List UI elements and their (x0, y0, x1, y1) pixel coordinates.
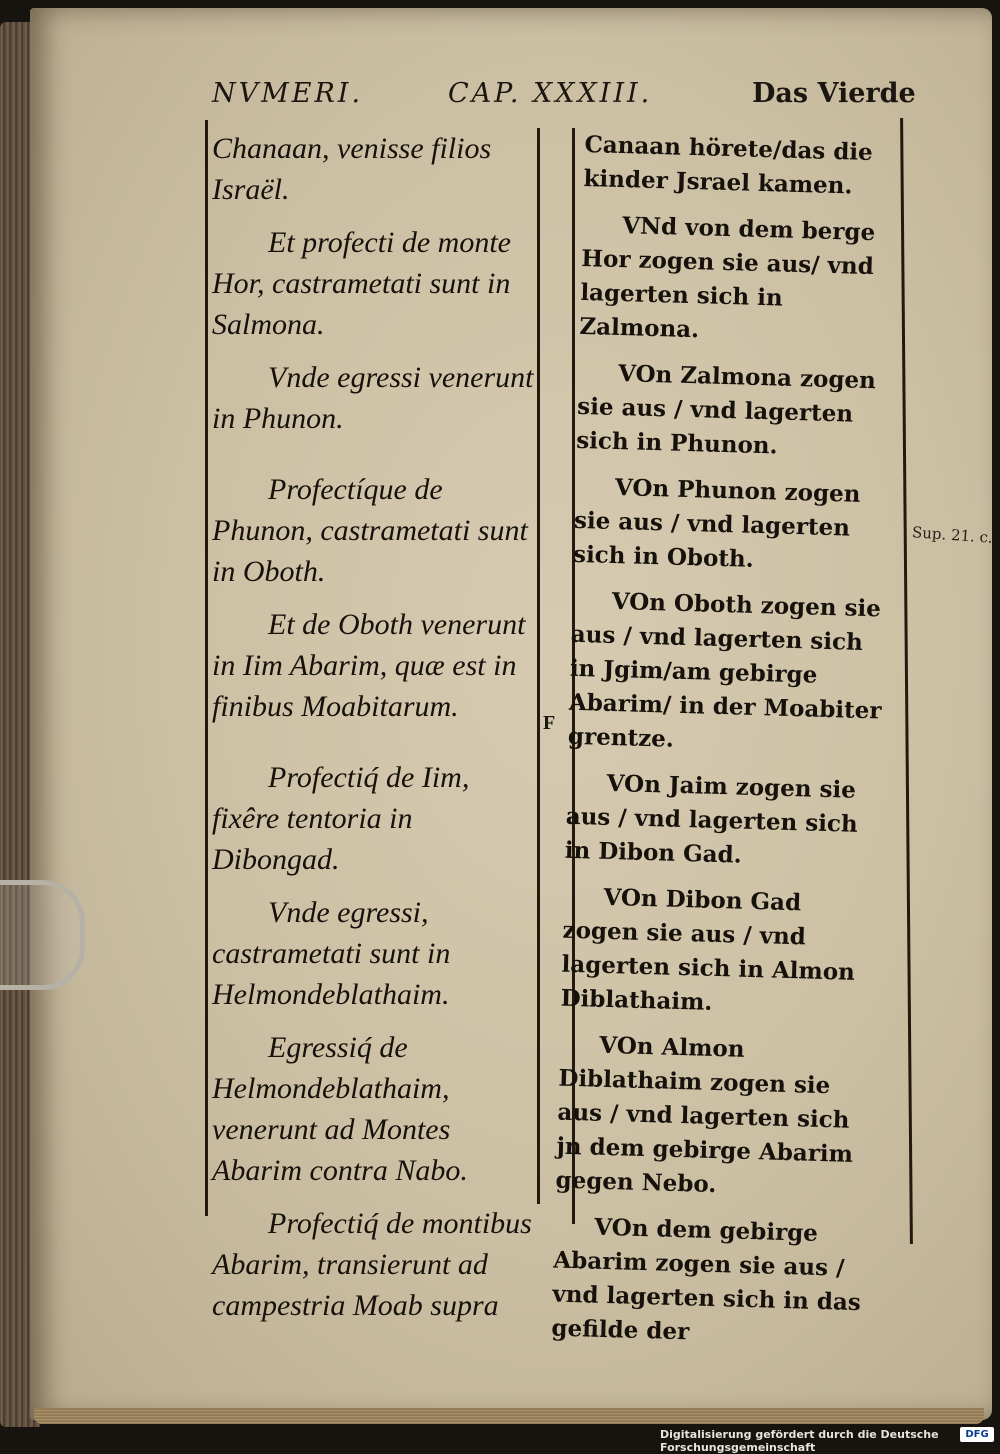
latin-paragraph: Vnde egressi, castrametati sunt in Helmondeblathaim. (212, 896, 451, 1011)
dfg-logo-icon: DFG (960, 1427, 994, 1442)
latin-paragraph: Et profecti de monte Hor, castrametati sunt in Salmona. (212, 226, 511, 341)
german-paragraph: Canaan hörete/das die kinder Jsrael kamen. (583, 130, 874, 200)
latin-paragraph: Et de Oboth venerunt in Iim Abarim, quæ est in finibus Moabitarum. (212, 608, 526, 723)
german-paragraph: VNd von dem berge Hor zogen sie aus/ vnd lagerten sich in Zalmona. (579, 212, 876, 344)
german-paragraph: VOn Dibon Gad zogen sie aus / vnd lagerten sich in Almon Diblathaim. (560, 883, 856, 1016)
latin-paragraph: Profectiq́ de montibus Abarim, transierunt ad campestria Moab supra (212, 1207, 532, 1322)
margin-letter: F (543, 712, 556, 734)
german-paragraph: VOn Phunon zogen sie aus / vnd lagerten sich in Oboth. (572, 473, 861, 573)
latin-paragraph: Vnde egressi venerunt in Phunon. (212, 361, 534, 435)
german-paragraph: VOn dem gebirge Abarim zogen sie aus / vnd lagerten sich in das gefilde der (551, 1213, 862, 1346)
page-bottom-edge (34, 1408, 984, 1424)
latin-paragraph: Profectíque de Phunon, castrametati sunt in Oboth. (212, 473, 528, 588)
latin-column (212, 128, 537, 1326)
page-clip (0, 880, 85, 990)
margin-reference-note: Sup. 21. c. (911, 523, 994, 547)
german-paragraph: VOn Zalmona zogen sie aus / vnd lagerten sich in Phunon. (575, 360, 877, 460)
german-paragraph: VOn Oboth zogen sie aus / vnd lagerten sich in Jgim/am gebirge Abarim/ in der Moabiter grentze. (567, 587, 882, 753)
latin-paragraph: Chanaan, venisse filios Israël. (212, 132, 492, 206)
running-head-left: NVMERI. (212, 78, 364, 109)
latin-paragraph: Egressiq́ de Helmondeblathaim, venerunt ad Montes Abarim contra Nabo. (212, 1031, 468, 1187)
running-head-right: Das Vierde (752, 78, 916, 109)
running-head-chapter: CAP. XXXIII. (448, 78, 653, 109)
german-paragraph: VOn Jaim zogen sie aus / vnd lagerten sich in Dibon Gad. (564, 769, 859, 869)
column-rule-left-inner (537, 128, 540, 1204)
column-rule-left-outer (205, 120, 208, 1216)
german-paragraph: VOn Almon Diblathaim zogen sie aus / vnd lagerten sich jn dem gebirge Abarim gegen Nebo. (555, 1031, 854, 1199)
latin-paragraph: Profectiq́ de Iim, fixêre tentoria in Dibongad. (212, 761, 470, 876)
digitization-credit: Digitalisierung gefördert durch die Deutsche Forschungsgemeinschaft (660, 1428, 939, 1454)
german-column (551, 128, 903, 1366)
